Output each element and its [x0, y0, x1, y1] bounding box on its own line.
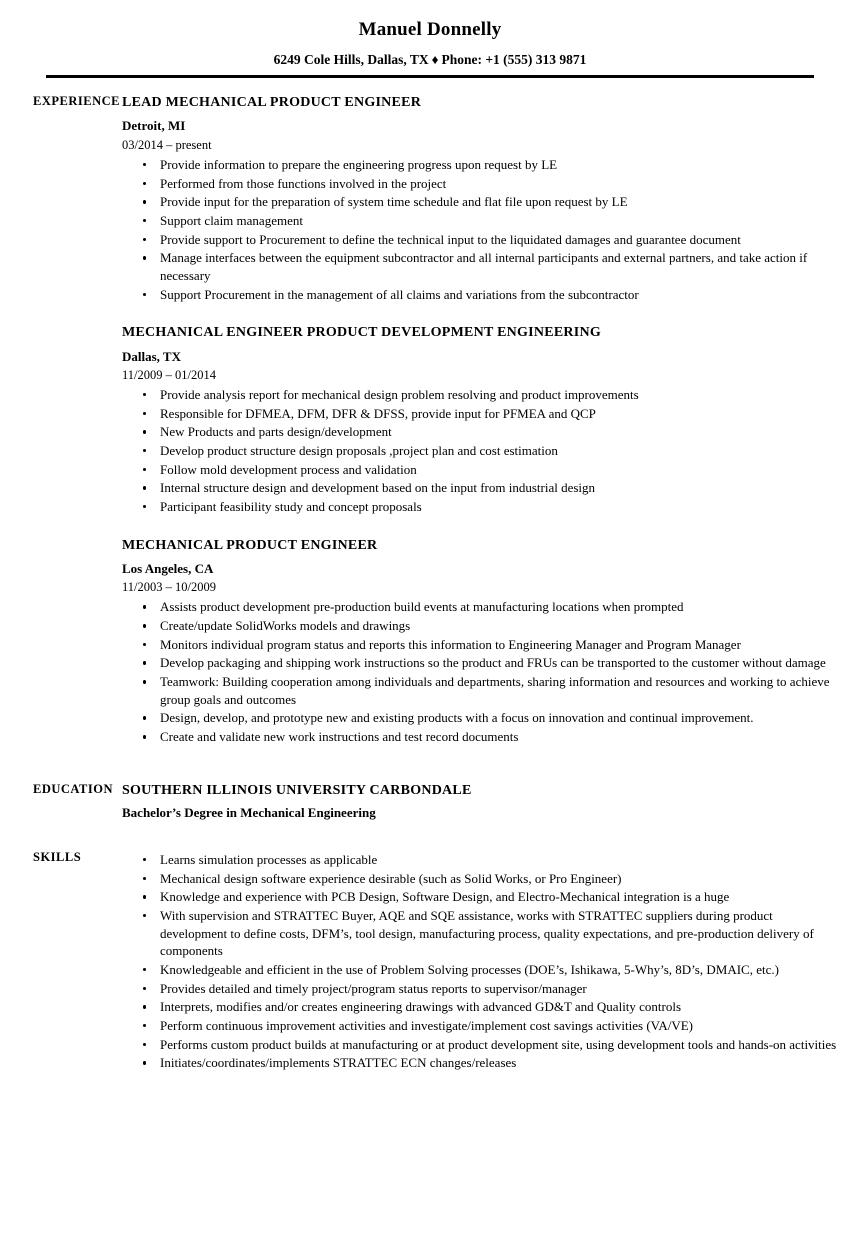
list-item: Provide information to prepare the engineering progress upon request by LE	[136, 156, 838, 174]
education-body	[122, 782, 860, 822]
section-heading-skills: SKILLS	[33, 849, 82, 864]
experience-entry	[122, 324, 838, 515]
contact-phone: Phone: +1 (555) 313 9871	[441, 51, 587, 67]
section-heading-experience: EXPERIENCE	[33, 94, 120, 109]
list-item: With supervision and STRATTEC Buyer, AQE and SQE assistance, works with STRATTEC suppliers during product development to define costs, DFM’s, tool design, manufacturing process, quality expectations, and pre-production delivery of components	[136, 907, 838, 960]
list-item: Internal structure design and development based on the input from industrial design	[136, 479, 838, 497]
list-item: Learns simulation processes as applicable	[136, 851, 838, 869]
list-item: Create/update SolidWorks models and drawings	[136, 617, 838, 635]
skills-body	[122, 850, 860, 1072]
list-item: Provide support to Procurement to define the technical input to the liquidated damages and guarantee document	[136, 231, 838, 249]
skills-section	[0, 850, 860, 1072]
job-location: Los Angeles, CA	[122, 560, 214, 576]
list-item: Monitors individual program status and reports this information to Engineering Manager and Program Manager	[136, 636, 838, 654]
job-responsibility-list	[122, 386, 838, 516]
list-item: Create and validate new work instructions and test record documents	[136, 728, 838, 746]
education-label-column	[0, 782, 122, 797]
candidate-name: Manuel Donnelly	[358, 19, 502, 40]
list-item: Manage interfaces between the equipment subcontractor and all internal participants and external partners, and take action if necessary	[136, 249, 838, 284]
job-responsibility-list	[122, 598, 838, 745]
section-heading-education: EDUCATION	[33, 781, 113, 796]
diamond-separator-icon: ♦	[431, 51, 439, 67]
list-item: Knowledge and experience with PCB Design, Software Design, and Electro-Mechanical integration is a huge	[136, 888, 838, 906]
experience-label-column	[0, 94, 122, 109]
experience-entry	[122, 94, 838, 303]
list-item: Knowledgeable and efficient in the use of Problem Solving processes (DOE’s, Ishikawa, 5-Why’s, 8D’s, DMAIC, etc.)	[136, 961, 838, 979]
list-item: Provides detailed and timely project/program status reports to supervisor/manager	[136, 980, 838, 998]
experience-body	[122, 94, 860, 746]
education-entry	[122, 782, 838, 822]
contact-line	[0, 51, 860, 69]
list-item: Support Procurement in the management of all claims and variations from the subcontractor	[136, 286, 838, 304]
list-item: Provide input for the preparation of system time schedule and flat file upon request by LE	[136, 193, 838, 211]
contact-address: 6249 Cole Hills, Dallas, TX	[273, 51, 429, 67]
job-responsibility-list	[122, 156, 838, 303]
list-item: Develop packaging and shipping work instructions so the product and FRUs can be transported to the customer without damage	[136, 654, 838, 672]
job-dates: 03/2014 – present	[122, 137, 212, 152]
list-item: Interprets, modifies and/or creates engineering drawings with advanced GD&T and Quality controls	[136, 998, 838, 1016]
list-item: Performed from those functions involved in the project	[136, 175, 838, 193]
job-dates: 11/2009 – 01/2014	[122, 367, 216, 382]
list-item: Responsible for DFMEA, DFM, DFR & DFSS, provide input for PFMEA and QCP	[136, 405, 838, 423]
job-dates: 11/2003 – 10/2009	[122, 580, 216, 595]
list-item: New Products and parts design/development	[136, 423, 838, 441]
degree-title: Bachelor’s Degree in Mechanical Engineering	[122, 805, 376, 820]
resume-header	[0, 0, 860, 78]
experience-entry	[122, 537, 838, 746]
list-item: Performs custom product builds at manufacturing or at product development site, using development tools and hands-on activities	[136, 1036, 838, 1054]
list-item: Participant feasibility study and concept proposals	[136, 498, 838, 516]
job-location: Detroit, MI	[122, 118, 186, 134]
list-item: Initiates/coordinates/implements STRATTEC ECN changes/releases	[136, 1054, 838, 1072]
list-item: Follow mold development process and validation	[136, 461, 838, 479]
job-title: MECHANICAL PRODUCT ENGINEER	[122, 537, 378, 553]
job-title: MECHANICAL ENGINEER PRODUCT DEVELOPMENT ENGINEERING	[122, 325, 601, 341]
list-item: Develop product structure design proposals ,project plan and cost estimation	[136, 442, 838, 460]
list-item: Support claim management	[136, 212, 838, 230]
job-title: LEAD MECHANICAL PRODUCT ENGINEER	[122, 95, 422, 111]
school-name: SOUTHERN ILLINOIS UNIVERSITY CARBONDALE	[122, 782, 472, 798]
experience-section	[0, 94, 860, 746]
list-item: Assists product development pre-production build events at manufacturing locations when prompted	[136, 598, 838, 616]
skills-label-column	[0, 850, 122, 865]
job-location: Dallas, TX	[122, 348, 181, 364]
list-item: Teamwork: Building cooperation among individuals and departments, sharing information and resources and working to achieve group goals and outcomes	[136, 673, 838, 708]
skills-list	[122, 851, 838, 1072]
list-item: Perform continuous improvement activities and investigate/implement cost savings activities (VA/VE)	[136, 1017, 838, 1035]
list-item: Mechanical design software experience desirable (such as Solid Works, or Pro Engineer)	[136, 870, 838, 888]
list-item: Design, develop, and prototype new and existing products with a focus on innovation and continual improvement.	[136, 709, 838, 727]
education-section	[0, 782, 860, 822]
header-divider	[46, 75, 814, 78]
list-item: Provide analysis report for mechanical design problem resolving and product improvements	[136, 386, 838, 404]
